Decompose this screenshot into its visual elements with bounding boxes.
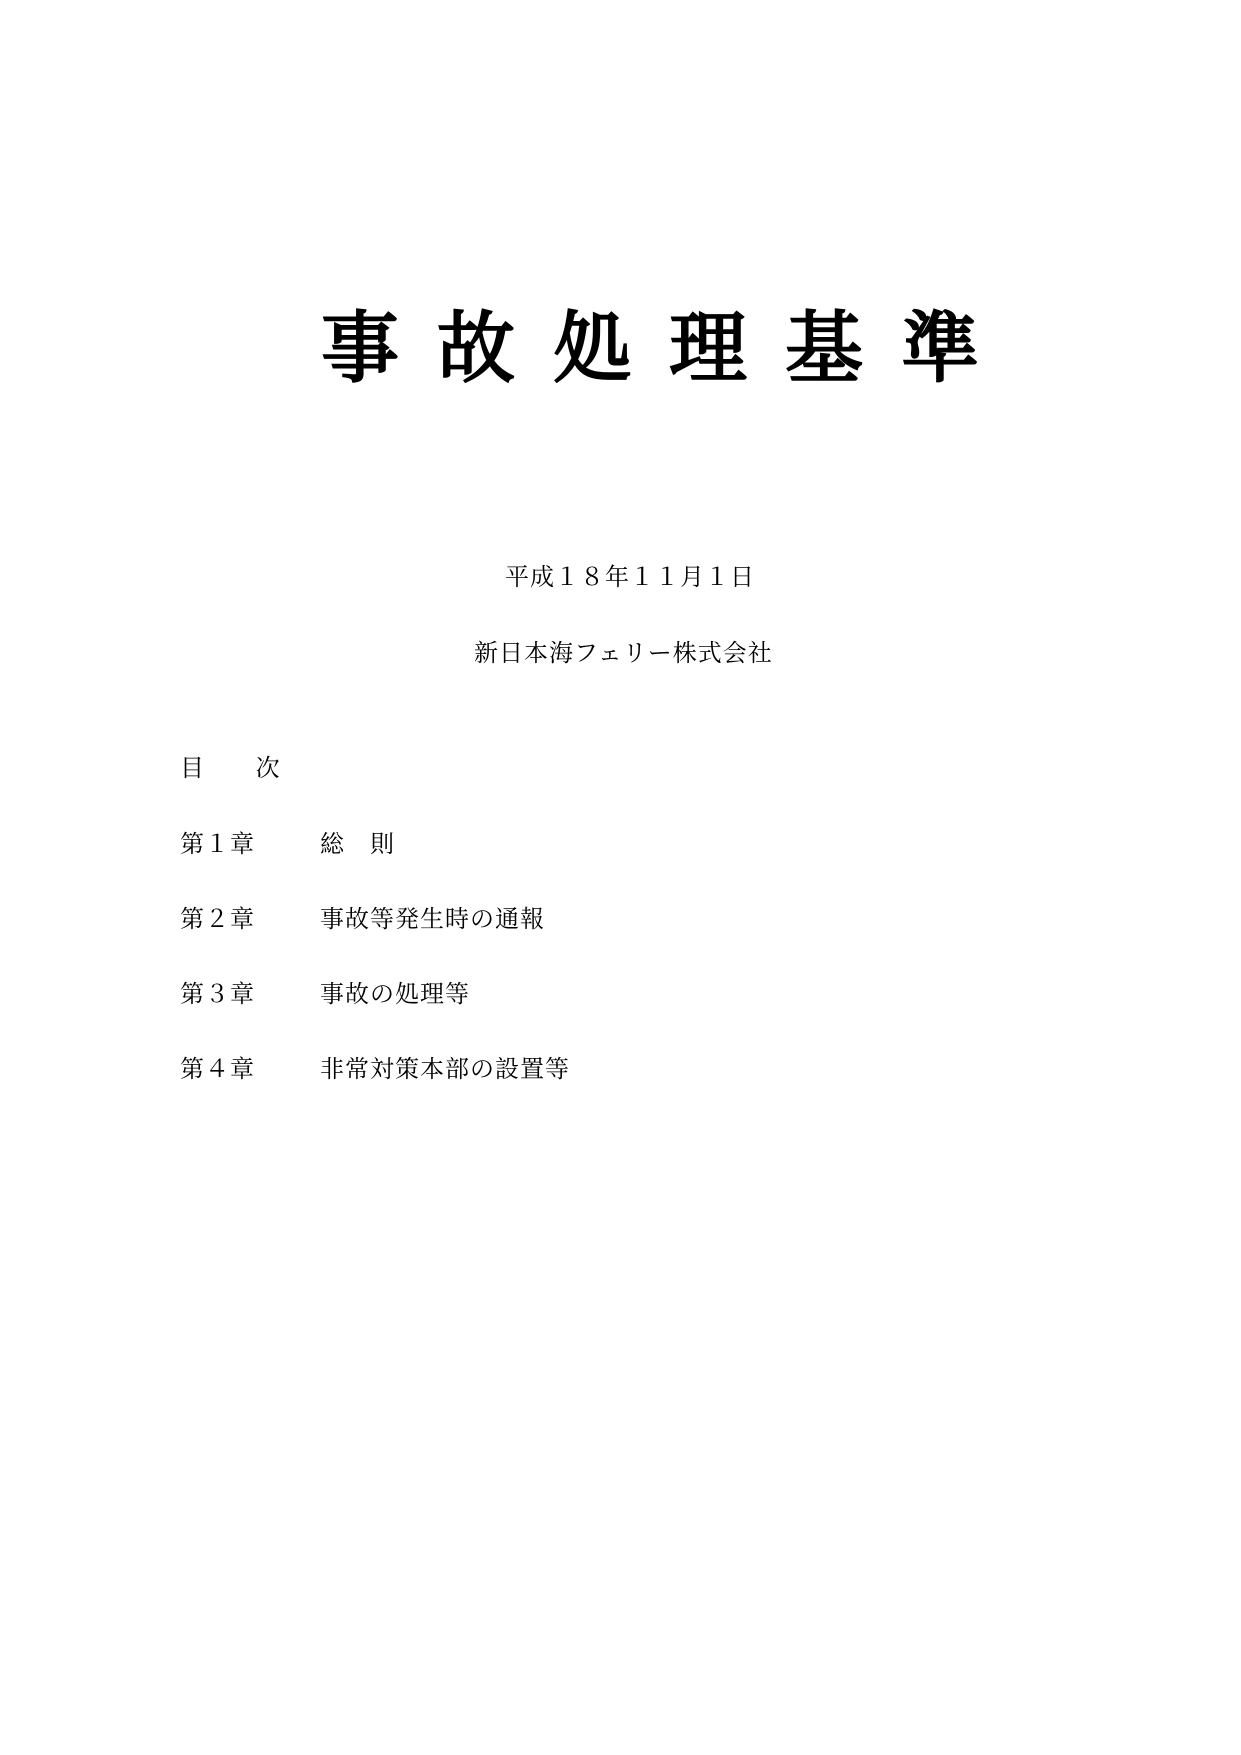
toc-chapter-number: 第４章 [180,1055,255,1083]
toc-chapter-number: 第１章 [180,830,255,858]
title-char: 基 [784,303,863,394]
table-of-contents [180,832,880,1132]
toc-item [180,832,880,907]
document-date: 平成１８年１１月１日 [505,563,755,591]
toc-chapter-title: 非常対策本部の設置等 [320,1055,570,1083]
title-char: 故 [436,303,515,394]
title-char: 理 [668,303,747,394]
toc-item [180,982,880,1057]
company-name: 新日本海フェリー株式会社 [474,639,773,667]
document-title [320,303,980,394]
toc-heading: 目 次 [180,754,302,782]
toc-item [180,907,880,982]
toc-chapter-number: 第２章 [180,905,255,933]
title-char: 事 [320,303,399,394]
toc-item [180,1057,880,1132]
toc-chapter-title: 事故等発生時の通報 [320,905,545,933]
title-char: 準 [900,303,979,394]
toc-chapter-title: 総 則 [320,830,395,858]
toc-chapter-title: 事故の処理等 [320,980,470,1008]
title-char: 処 [552,303,631,394]
toc-chapter-number: 第３章 [180,980,255,1008]
